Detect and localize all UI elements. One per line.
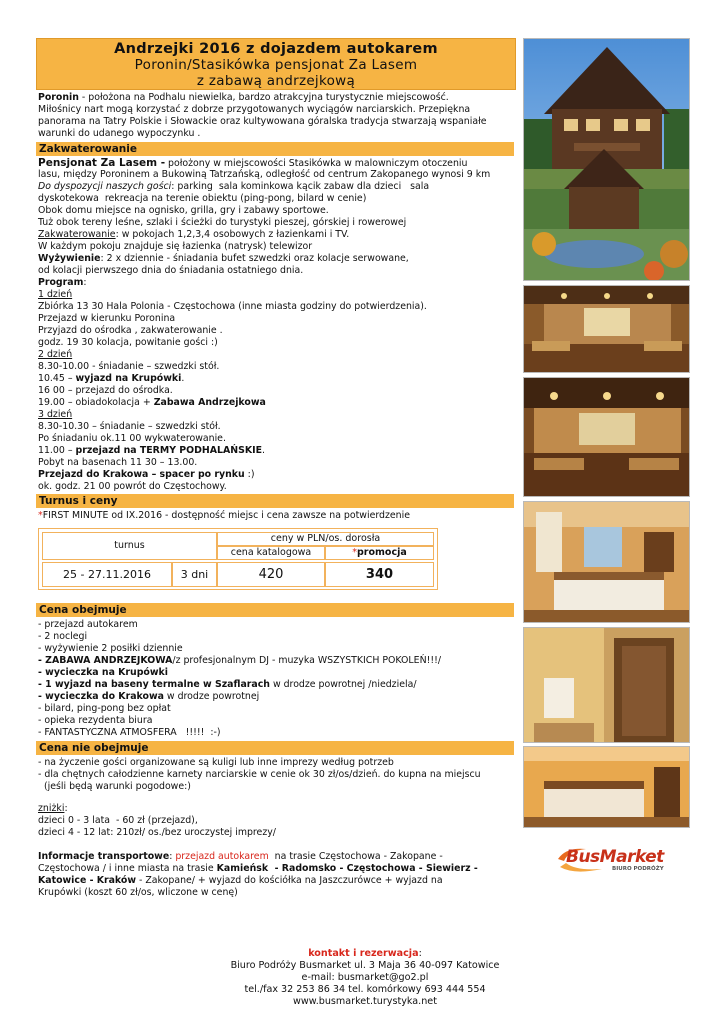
day-1-line-1: Zbiórka 13 30 Hala Polonia - Częstochowa (inne miasta godziny do potwierdzenia). xyxy=(38,301,427,312)
included-item-krakow: - wycieczka do Krakowa w drodze powrotnej xyxy=(38,691,260,702)
contact-phone: tel./fax 32 253 86 34 tel. komórkowy 693 444 554 xyxy=(244,984,486,995)
included-item: - wyżywienie 2 posiłki dziennie xyxy=(38,643,183,654)
intro-line-3: panorama na Tatry Polskie i Słowackie oraz kultywowana góralska tradycja stwarzają wspaniałe xyxy=(38,116,487,127)
not-included-item: - na życzenie gości organizowane są kuligi lub inne imprezy według potrzeb xyxy=(38,757,394,768)
included-item: - bilard, ping-pong bez opłat xyxy=(38,703,171,714)
day-1-line-4: godz. 19 30 kolacja, powitanie gości :) xyxy=(38,337,218,348)
transport-line-2: Częstochowa / i inne miasta na trasie Kamieńsk - Radomsko - Częstochowa - Siewierz - xyxy=(38,863,478,874)
header-turnus: turnus xyxy=(42,532,217,560)
price-table xyxy=(38,528,438,590)
busmarket-logo xyxy=(556,845,666,875)
day-3-line-4: Pobyt na basenach 11 30 – 13.00. xyxy=(38,457,198,468)
program-heading: Program: xyxy=(38,277,87,288)
page-title: Andrzejki 2016 z dojazdem autokarem xyxy=(114,41,438,57)
accommodation-line-8: W każdym pokoju znajduje się łazienka (natrysk) telewizor xyxy=(38,241,313,252)
transport-line-4: Krupówki (koszt 60 zł/os, wliczone w cenę) xyxy=(38,887,238,898)
row-catalog-price: 420 xyxy=(217,562,325,587)
day-3-label: 3 dzień xyxy=(38,409,73,420)
row-days: 3 dni xyxy=(172,562,217,587)
not-included-item: (jeśli będą warunki pogodowe:) xyxy=(38,781,191,792)
intro-line-4: warunki do udanego wypoczynku . xyxy=(38,128,201,139)
row-dates: 25 - 27.11.2016 xyxy=(42,562,172,587)
intro-line-2: Miłośnicy nart mogą korzystać z dobrze przygotowanych wyciągów narciarskich. Przepiękna xyxy=(38,104,471,115)
accommodation-line-4: dyskotekowa rekreacja na terenie obiektu (ping-pong, bilard w cenie) xyxy=(38,193,367,204)
photo-bathroom xyxy=(523,627,690,743)
photo-bedroom-1 xyxy=(523,501,690,623)
day-3-line-2: Po śniadaniu ok.11 00 wykwaterowanie. xyxy=(38,433,226,444)
photo-pensjonat-exterior xyxy=(523,38,690,281)
section-turnus-i-ceny: Turnus i ceny xyxy=(36,494,514,508)
day-2-line-4: 19.00 – obiadokolacja + Zabawa Andrzejkowa xyxy=(38,397,266,408)
photo-dining-room-2 xyxy=(523,377,690,497)
day-2-line-2: 10.45 – wyjazd na Krupówki. xyxy=(38,373,185,384)
section-zakwaterowanie: Zakwaterowanie xyxy=(36,142,514,156)
logo-tagline: BIURO PODRÓŻY xyxy=(612,866,664,872)
section-cena-obejmuje: Cena obejmuje xyxy=(36,603,514,617)
day-2-line-1: 8.30-10.00 - śniadanie – szwedzki stół. xyxy=(38,361,220,372)
included-item: - opieka rezydenta biura xyxy=(38,715,153,726)
day-1-label: 1 dzień xyxy=(38,289,73,300)
accommodation-line-2: lasu, między Poroninem a Bukowiną Tatrzańską, odległość od centrum Zakopanego wynosi 9 km xyxy=(38,169,491,180)
discount-line: dzieci 4 - 12 lat: 210zł/ os./bez uroczystej imprezy/ xyxy=(38,827,276,838)
header-cena-katalogowa: cena katalogowa xyxy=(217,546,325,560)
day-3-line-6: ok. godz. 21 00 powrót do Częstochowy. xyxy=(38,481,227,492)
day-3-line-1: 8.30-10.30 – śniadanie – szwedzki stół. xyxy=(38,421,221,432)
section-cena-nie-obejmuje: Cena nie obejmuje xyxy=(36,741,514,755)
day-3-line-3: 11.00 – przejazd na TERMY PODHALAŃSKIE. xyxy=(38,445,265,456)
day-1-line-2: Przejazd w kierunku Poronina xyxy=(38,313,176,324)
accommodation-line-9: Wyżywienie: 2 x dziennie - śniadania bufet szwedzki oraz kolacje serwowane, xyxy=(38,253,409,264)
included-item: - przejazd autokarem xyxy=(38,619,138,630)
discount-line: dzieci 0 - 3 lata - 60 zł (przejazd), xyxy=(38,815,198,826)
page-subtitle-event: z zabawą andrzejkową xyxy=(196,73,356,89)
day-3-line-5: Przejazd do Krakowa – spacer po rynku :) xyxy=(38,469,255,480)
contact-website[interactable]: www.busmarket.turystyka.net xyxy=(293,996,437,1007)
title-banner xyxy=(36,38,516,90)
intro-line-1: Poronin - położona na Podhalu niewielka, bardzo atrakcyjna turystycznie miejscowość. xyxy=(38,92,449,103)
accommodation-line-6: Tuż obok tereny leśne, szlaki i ścieżki do turystyki pieszej, górskiej i rowerowej xyxy=(38,217,407,228)
not-included-item: - dla chętnych całodzienne karnety narciarskie w cenie ok 30 zł/os/dzień. do kupna na miejscu xyxy=(38,769,481,780)
included-item: - 2 noclegi xyxy=(38,631,88,642)
header-promocja: *promocja xyxy=(325,546,434,560)
logo-brand: BusMarket xyxy=(566,847,664,867)
discounts-label: zniżki: xyxy=(38,803,68,814)
day-2-line-3: 16 00 – przejazd do ośrodka. xyxy=(38,385,173,396)
contact-address: Biuro Podróży Busmarket ul. 3 Maja 36 40-097 Katowice xyxy=(230,960,500,971)
included-item-baths: - 1 wyjazd na baseny termalne w Szaflarach w drodze powrotnej /niedziela/ xyxy=(38,679,417,690)
accommodation-line-5: Obok domu miejsce na ognisko, grilla, gry i zabawy sportowe. xyxy=(38,205,329,216)
header-ceny: ceny w PLN/os. dorosła xyxy=(217,532,434,546)
day-2-label: 2 dzień xyxy=(38,349,73,360)
page-subtitle-location: Poronin/Stasikówka pensjonat Za Lasem xyxy=(134,57,418,73)
photo-bedroom-2 xyxy=(523,746,690,828)
accommodation-line-10: od kolacji pierwszego dnia do śniadania ostatniego dnia. xyxy=(38,265,304,276)
day-1-line-3: Przyjazd do ośrodka , zakwaterowanie . xyxy=(38,325,223,336)
accommodation-line-7: Zakwaterowanie: w pokojach 1,2,3,4 osobowych z łazienkami i TV. xyxy=(38,229,350,240)
transport-line-1: Informacje transportowe: przejazd autokarem na trasie Częstochowa - Zakopane - xyxy=(38,851,443,862)
contact-heading: kontakt i rezerwacja: xyxy=(308,948,422,959)
transport-line-3: Katowice - Kraków - Zakopane/ + wyjazd do kościółka na Jaszczurówce + wyjazd na xyxy=(38,875,443,886)
included-item: - FANTASTYCZNA ATMOSFERA !!!!! :-) xyxy=(38,727,221,738)
included-item-party: - ZABAWA ANDRZEJKOWA/z profesjonalnym DJ - muzyka WSZYSTKICH POKOLEŃ!!!/ xyxy=(38,655,442,666)
included-item-krupowki: - wycieczka na Krupówki xyxy=(38,667,168,678)
accommodation-line-1: Pensjonat Za Lasem - położony w miejscowości Stasikówka w malowniczym otoczeniu xyxy=(38,157,468,169)
first-minute-note: *FIRST MINUTE od IX.2016 - dostępność miejsc i cena zawsze na potwierdzenie xyxy=(38,510,410,521)
row-promo-price: 340 xyxy=(325,562,434,587)
photo-dining-room-1 xyxy=(523,285,690,373)
accommodation-line-3: Do dyspozycji naszych gości: parking sala kominkowa kącik zabaw dla dzieci sala xyxy=(38,181,430,192)
contact-email[interactable]: e-mail: busmarket@go2.pl xyxy=(301,972,429,983)
